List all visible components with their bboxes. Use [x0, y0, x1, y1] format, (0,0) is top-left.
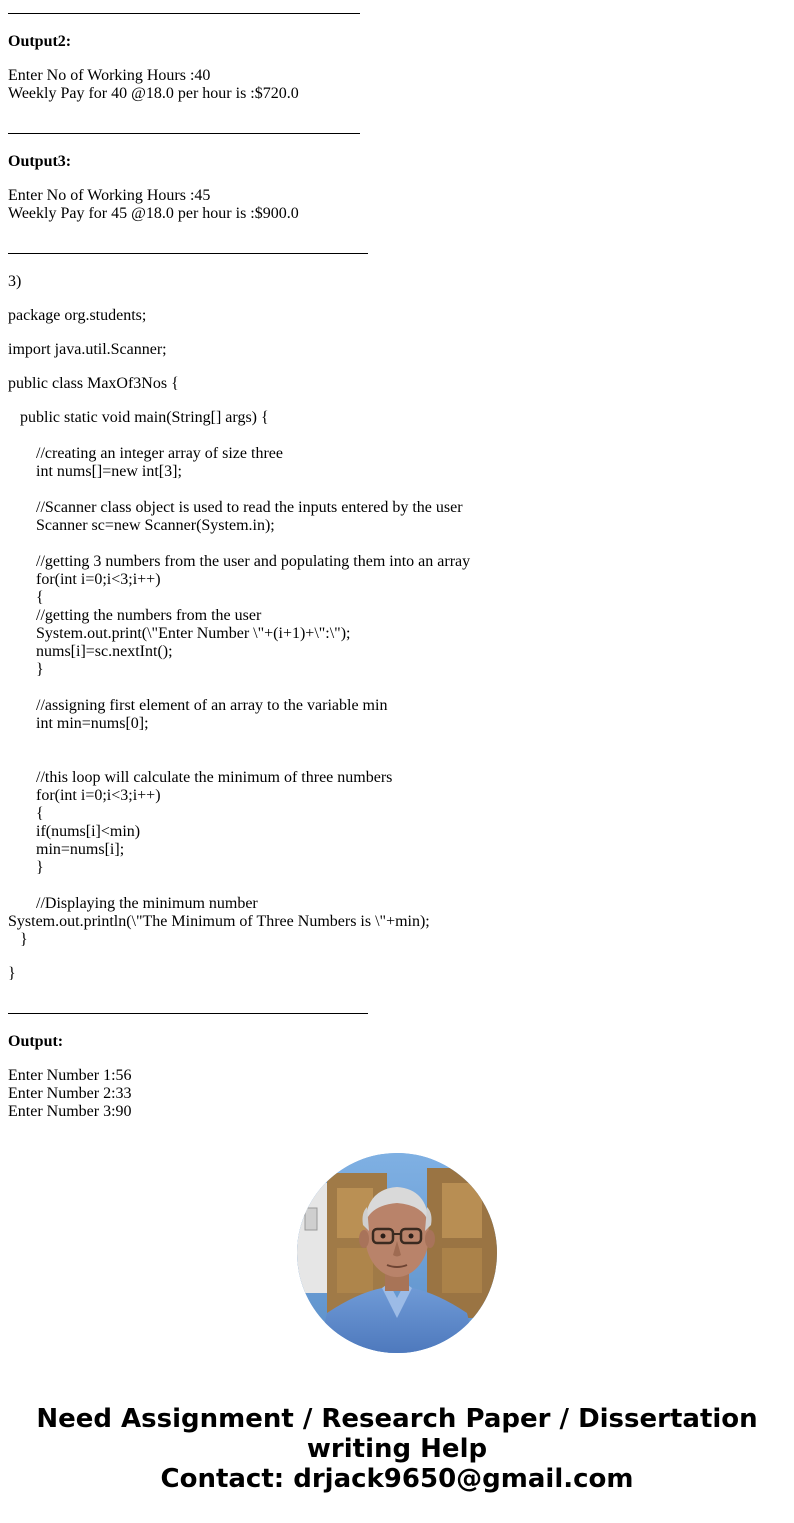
promo-contact[interactable]: Contact: drjack9650@gmail.com: [160, 1464, 634, 1494]
output3-line: Enter No of Working Hours :45: [8, 187, 211, 204]
section-number: 3): [8, 273, 22, 290]
promo-line: Need Assignment / Research Paper / Dissertation: [36, 1404, 758, 1434]
output-line: Enter Number 2:33: [8, 1085, 132, 1102]
output2-heading: Output2:: [8, 33, 72, 50]
output2-line: Weekly Pay for 40 @18.0 per hour is :$720.0: [8, 85, 299, 102]
divider: [8, 133, 360, 134]
code-line: public static void main(String[] args) {: [20, 409, 269, 426]
code-comment: //creating an integer array of size three: [36, 445, 283, 462]
code-line: System.out.println(\"The Minimum of Three Numbers is \"+min);: [8, 913, 430, 930]
code-line: }: [36, 661, 44, 678]
code-line: int min=nums[0];: [36, 715, 149, 732]
output3-line: Weekly Pay for 45 @18.0 per hour is :$900.0: [8, 205, 299, 222]
code-line: {: [36, 805, 44, 822]
code-line: if(nums[i]<min): [36, 823, 141, 840]
code-line: nums[i]=sc.nextInt();: [36, 643, 173, 660]
code-line: }: [8, 965, 16, 982]
output3-heading: Output3:: [8, 153, 72, 170]
code-line: {: [36, 589, 44, 606]
code-comment: //Scanner class object is used to read the inputs entered by the user: [36, 499, 463, 516]
code-line: System.out.print(\"Enter Number \"+(i+1)+\":\");: [36, 625, 351, 642]
output-line: Enter Number 1:56: [8, 1067, 132, 1084]
divider: [8, 13, 360, 14]
divider: [8, 253, 368, 254]
divider: [8, 1013, 368, 1014]
code-comment: //Displaying the minimum number: [36, 895, 258, 912]
output-heading: Output:: [8, 1033, 64, 1050]
code-comment: //this loop will calculate the minimum of three numbers: [36, 769, 393, 786]
promo-line: writing Help: [306, 1434, 488, 1464]
avatar: [297, 1153, 497, 1353]
code-line: for(int i=0;i<3;i++): [36, 787, 161, 804]
code-line: int nums[]=new int[3];: [36, 463, 182, 480]
output-line: Enter Number 3:90: [8, 1103, 132, 1120]
promo-banner: [0, 1404, 794, 1494]
code-comment: //getting the numbers from the user: [36, 607, 262, 624]
code-line: Scanner sc=new Scanner(System.in);: [36, 517, 275, 534]
code-line: }: [20, 931, 28, 948]
code-line: for(int i=0;i<3;i++): [36, 571, 161, 588]
code-comment: //getting 3 numbers from the user and populating them into an array: [36, 553, 471, 570]
code-line: }: [36, 859, 44, 876]
code-line: import java.util.Scanner;: [8, 341, 167, 358]
code-comment: //assigning first element of an array to the variable min: [36, 697, 388, 714]
code-line: public class MaxOf3Nos {: [8, 375, 179, 392]
output2-line: Enter No of Working Hours :40: [8, 67, 211, 84]
code-line: package org.students;: [8, 307, 147, 324]
code-line: min=nums[i];: [36, 841, 125, 858]
portrait-image: [297, 1153, 497, 1353]
